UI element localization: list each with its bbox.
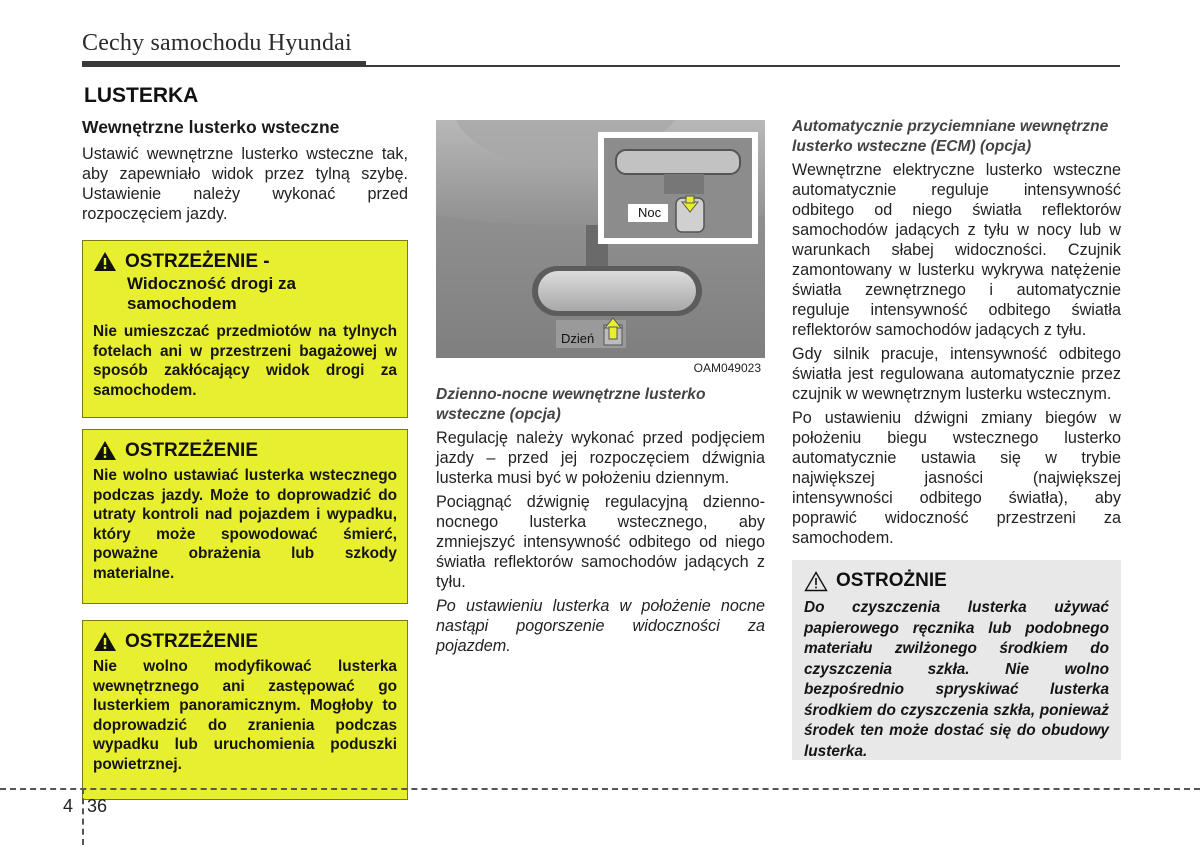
- paragraph: Po ustawieniu dźwigni zmiany biegów w położeniu biegu wstecznego lusterko automatycznie ustawia się w trybie największej jasności (największej intensywności odbitego światła), aby poprawić widoczność przestrzeni za samochodem.: [792, 409, 1121, 547]
- warning-triangle-icon: [93, 440, 117, 461]
- rearview-mirror-figure: [436, 120, 765, 378]
- paragraph-note: Po ustawieniu lusterka w położenie nocne nastąpi pogorszenie widoczności za pojazdem.: [436, 597, 765, 655]
- section-title: LUSTERKA: [84, 84, 199, 107]
- footer-divider: [0, 788, 1200, 790]
- warning-body: Nie wolno modyfikować lusterka wewnętrznego ani zastępować go lusterkiem panoramicznym. Mogłoby to doprowadzić do zranienia podczas wypadku lub uruchomienia poduszki powietrznej.: [93, 658, 397, 773]
- warning-body: Nie umieszczać przedmiotów na tylnych fotelach ani w przestrzeni bagażowej w sposób zakłócający widok drogi za samochodem.: [93, 323, 397, 399]
- caution-title: OSTROŻNIE: [836, 570, 947, 591]
- column-middle: [436, 120, 765, 660]
- caution-body: Do czyszczenia lusterka używać papierowego ręcznika lub podobnego materiału zwilżonego środkiem do czyszczenia szkła. Nie wolno bezpośrednio spryskiwać lusterka środkiem do czyszczenia szkła, ponieważ środek ten może dostać się do obudowy lusterka.: [804, 599, 1109, 760]
- warning-title: OSTRZEŻENIE: [125, 631, 259, 652]
- header-rule-thin: [366, 65, 1120, 67]
- caution-triangle-icon: [804, 571, 828, 592]
- warning-box-modification: [82, 620, 408, 800]
- paragraph: Wewnętrzne elektryczne lusterko wsteczne automatycznie reguluje intensywność odbitego od niego światła reflektorów samochodów jadących z tyłu w nocy lub w warunkach słabej widoczności. Czujnik zamontowany w lusterku wykrywa natężenie światła zewnętrznego i automatycznie reguluje intensywność odbitego światła reflektorów samochodów jadących z tyłu.: [792, 161, 1121, 339]
- caution-box: [792, 560, 1121, 760]
- subsection-heading: Automatycznie przyciemniane wewnętrzne lusterko wsteczne (ECM) (opcja): [792, 118, 1109, 155]
- mirror-illustration: [436, 120, 765, 378]
- intro-paragraph: Ustawić wewnętrzne lusterko wsteczne tak, aby zapewniało widok przez tylną szybę. Ustawienie należy wykonać przed rozpoczęciem jazdy.: [82, 145, 408, 223]
- warning-triangle-icon: [93, 631, 117, 652]
- paragraph: Regulację należy wykonać przed podjęciem jazdy – przed jej rozpoczęciem dźwignia lusterka musi być w położeniu dziennym.: [436, 429, 765, 487]
- subsection-heading: Wewnętrzne lusterko wsteczne: [82, 117, 340, 137]
- running-header: Cechy samochodu Hyundai: [82, 30, 352, 56]
- warning-title: OSTRZEŻENIE: [125, 440, 259, 461]
- column-right: [792, 117, 1121, 760]
- column-left: [82, 117, 408, 800]
- warning-box-visibility: [82, 240, 408, 418]
- warning-subtitle: Widoczność drogi za samochodem: [127, 274, 296, 313]
- label-night: Noc: [638, 205, 662, 220]
- subsection-heading: Dzienno-nocne wewnętrzne lusterko wsteczne (opcja): [436, 386, 706, 423]
- footer-vertical-divider: [82, 788, 84, 845]
- header-rule-thick: [82, 61, 366, 67]
- warning-box-adjust-while-driving: [82, 429, 408, 604]
- figure-code: OAM049023: [693, 361, 761, 375]
- page-number: 36: [87, 796, 108, 816]
- warning-body: Nie wolno ustawiać lusterka wstecznego podczas jazdy. Może to doprowadzić do utraty kontroli nad pojazdem i wypadku, który może spowodować śmierć, poważne obrażenia lub szkody materialne.: [93, 467, 397, 582]
- page-section-number: 4: [63, 796, 74, 816]
- paragraph: Pociągnąć dźwignię regulacyjną dzienno-nocnego lusterka wstecznego, aby zmniejszyć intensywność odbitego od niego światła reflektorów samochodów jadących z tyłu.: [436, 493, 765, 591]
- warning-triangle-icon: [93, 251, 117, 272]
- label-day: Dzień: [561, 331, 595, 346]
- paragraph: Gdy silnik pracuje, intensywność odbitego światła jest regulowana automatycznie przez czujnik w wewnętrznym lusterku wstecznym.: [792, 345, 1121, 403]
- warning-title: OSTRZEŻENIE -: [125, 251, 270, 272]
